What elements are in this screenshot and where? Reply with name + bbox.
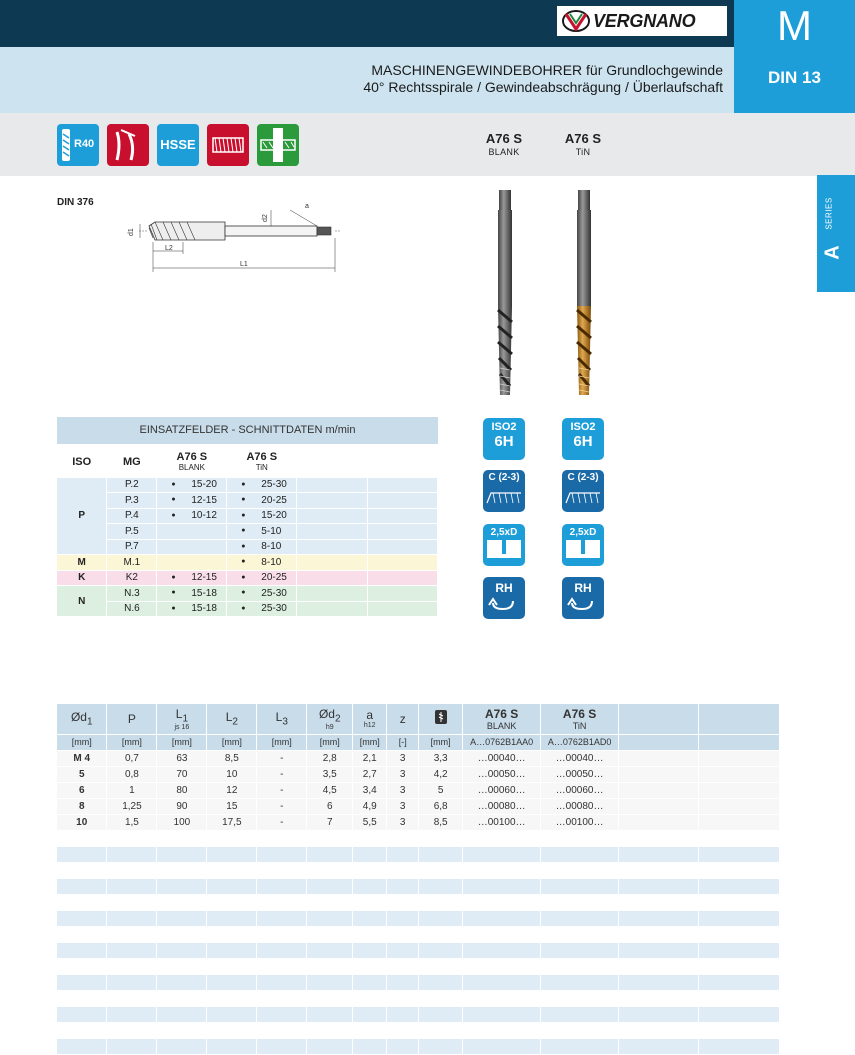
iso-group: P: [57, 477, 107, 555]
tolerance-icon: [562, 418, 604, 460]
logo-mark-icon: [561, 9, 591, 33]
product-header-tin: [543, 131, 623, 157]
category-box: [734, 0, 855, 113]
tolerance-top: ISO2: [491, 421, 517, 433]
chamfer-icon: [483, 470, 525, 512]
header-product2: A76 S TiN: [541, 704, 619, 734]
product-coating: TiN: [575, 147, 591, 157]
tool-image-blank: [490, 190, 520, 400]
empty-row: [57, 910, 780, 926]
hsse-label: HSSE: [160, 137, 196, 152]
series-letter: A: [821, 245, 844, 260]
table-row: P.4 ● 10-12 ● 15-20: [57, 508, 438, 524]
units-row: [mm] [mm] [mm] [mm] [mm] [mm] [mm] [-] [mm] A…0762B1AA0 A…0762B1AD0: [57, 734, 780, 750]
header-pitch: P: [107, 704, 157, 734]
chamfer-icon: [562, 470, 604, 512]
chamfer-label: C (2-3): [567, 472, 599, 483]
tolerance-top: ISO2: [570, 421, 596, 433]
header-drill: [419, 704, 463, 734]
depth-icon: [562, 524, 604, 566]
product-name: A76 S: [485, 131, 523, 146]
header-l2: $L_2$: [207, 704, 257, 734]
empty-row: [57, 942, 780, 958]
depth-icon: [483, 524, 525, 566]
table-row: P.5 ● 5-10: [57, 524, 438, 540]
tolerance-bottom: 6H: [573, 433, 593, 450]
cutting-table-title: EINSATZFELDER - SCHNITTDATEN m/min: [57, 417, 438, 444]
r40-label: R40: [74, 138, 95, 150]
table-row: N N.3 ● 15-18 ● 25-30: [57, 586, 438, 602]
header-z: z: [387, 704, 419, 734]
l1-label: L1: [240, 261, 248, 268]
dimension-header-row: [57, 704, 780, 734]
page-title: MASCHINENGEWINDEBOHRER für Grundlochgewinde: [371, 62, 723, 78]
header-product1: A76 S BLANK: [463, 704, 541, 734]
page-subtitle: 40° Rechtsspirale / Gewindeabschrägung / Überlaufschaft: [363, 79, 723, 95]
header-mg: MG: [107, 447, 157, 477]
table-row: P P.2 ● 15-20 ● 25-30: [57, 477, 438, 493]
empty-row: [57, 974, 780, 990]
standard-label: DIN 13: [768, 68, 821, 87]
hsse-icon: [157, 124, 199, 166]
tolerance-bottom: 6H: [494, 433, 514, 450]
rotation-label: RH: [574, 581, 592, 595]
dimension-table: [57, 704, 780, 1055]
table-row: M 4 0,7 63 8,5 - 2,8 2,1 3 3,3 …00040… …00040…: [57, 750, 780, 766]
header-d1: $Ød_1$: [57, 704, 107, 734]
series-word: SERIES: [824, 197, 834, 230]
cutting-header-row: [57, 447, 438, 477]
product-coating: BLANK: [488, 147, 520, 157]
spiral-icon: [107, 124, 149, 166]
cutting-table: [57, 447, 438, 617]
header-a: a h12: [353, 704, 387, 734]
tap-drawing: [125, 198, 345, 276]
table-row: 10 1,5 100 17,5 - 7 5,5 3 8,5 …00100… …00100…: [57, 814, 780, 830]
table-row: K K2 ● 12-15 ● 20-25: [57, 570, 438, 586]
rotation-label: RH: [495, 581, 513, 595]
table-row: 6 1 80 12 - 4,5 3,4 3 5 …00060… …00060…: [57, 782, 780, 798]
brand-name: VERGNANO: [593, 11, 696, 31]
product-name: A76 S: [564, 131, 602, 146]
brand-logo: [557, 6, 727, 36]
l2-label: L2: [165, 245, 173, 252]
header-l3: $L_3$: [257, 704, 307, 734]
norm-label: DIN 376: [57, 197, 94, 208]
table-row: 5 0,8 70 10 - 3,5 2,7 3 4,2 …00050… …00050…: [57, 766, 780, 782]
empty-row: [57, 1038, 780, 1054]
tool-image-tin: [569, 190, 599, 400]
rotation-icon: [562, 577, 604, 619]
drill-icon: [434, 709, 448, 725]
table-row: N.6 ● 15-18 ● 25-30: [57, 601, 438, 617]
r40-icon: [57, 124, 99, 166]
a-label: a: [305, 203, 309, 210]
d1-label: d1: [128, 228, 135, 236]
chamfer-label: C (2-3): [488, 472, 520, 483]
header-col1: A76 S BLANK: [157, 447, 227, 477]
empty-row: [57, 846, 780, 862]
depth-label: 2,5xD: [569, 527, 597, 538]
empty-row: [57, 878, 780, 894]
thread-icon: [207, 124, 249, 166]
header-col2: A76 S TiN: [227, 447, 297, 477]
depth-label: 2,5xD: [490, 527, 518, 538]
table-row: M M.1 ● 8-10: [57, 555, 438, 571]
tolerance-icon: [483, 418, 525, 460]
table-row: P.7 ● 8-10: [57, 539, 438, 555]
header-iso: ISO: [57, 447, 107, 477]
product-header-blank: [464, 131, 544, 157]
header-d2: $Ød_2$ h9: [307, 704, 353, 734]
empty-row: [57, 1006, 780, 1022]
d2-label: d2: [262, 214, 269, 222]
series-tab: [817, 175, 855, 292]
header-l1: $L_1$ js 16: [157, 704, 207, 734]
table-row: P.3 ● 12-15 ● 20-25: [57, 493, 438, 509]
category-letter: M: [777, 2, 812, 49]
table-row: 8 1,25 90 15 - 6 4,9 3 6,8 …00080… …00080…: [57, 798, 780, 814]
rotation-icon: [483, 577, 525, 619]
shank-icon: [257, 124, 299, 166]
